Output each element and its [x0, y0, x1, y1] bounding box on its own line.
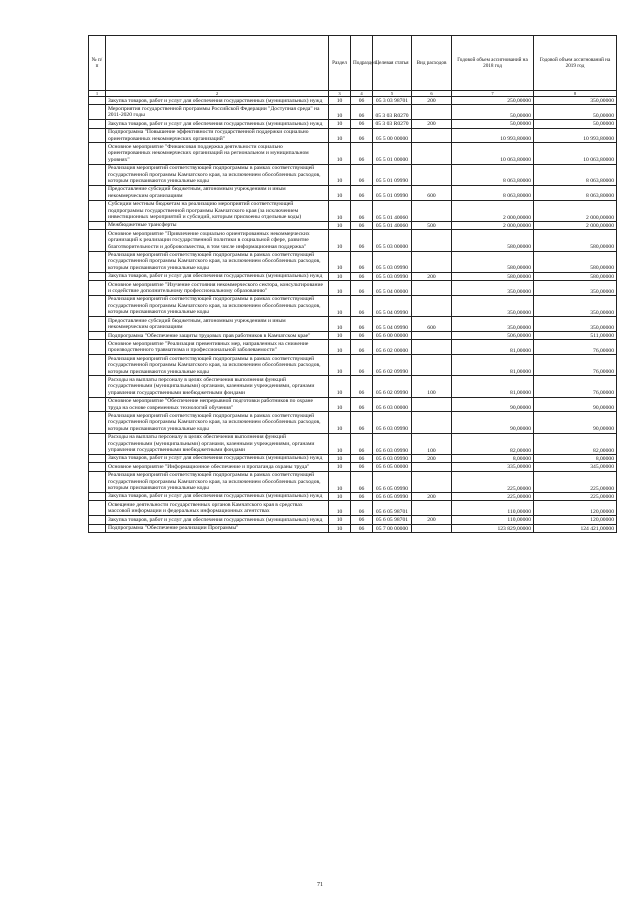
row-kind-cell [412, 524, 452, 532]
row-kind-cell [412, 164, 452, 185]
row-subsection-cell: 06 [351, 281, 373, 296]
row-name-cell: Основное мероприятие "Привлечение социально ориентированных некоммерческих организаций к реализации государственной политики в социальной сфере, развитие благотворительности и добровольчества, в том числе информационная поддержка" [106, 230, 329, 251]
row-name-cell: Расходы на выплаты персоналу в целях обеспечения выполнения функций государственными (муниципальными) органами, казенными учреждениями, органами управления государственными внебюджетными фондами [106, 376, 329, 397]
document-page [88, 35, 616, 533]
row-2018-cell: 50,00000 [452, 105, 534, 120]
row-number-cell [89, 433, 106, 454]
row-subsection-cell: 06 [351, 463, 373, 471]
row-section-cell: 10 [329, 97, 351, 105]
row-subsection-cell: 06 [351, 200, 373, 221]
row-number-cell [89, 454, 106, 462]
row-kind-cell [412, 463, 452, 471]
row-number-cell [89, 501, 106, 516]
row-2018-cell: 90,00000 [452, 412, 534, 433]
header-2019: Годовой объем ассигнований на 2019 год [534, 36, 617, 91]
table-row [89, 355, 617, 376]
row-target-cell: 05 6 05 98701 [373, 501, 412, 516]
row-subsection-cell: 06 [351, 492, 373, 500]
row-number-cell [89, 128, 106, 143]
row-section-cell: 10 [329, 281, 351, 296]
row-target-cell: 05 6 02 09990 [373, 376, 412, 397]
table-row [89, 281, 617, 296]
row-2019-cell: 82,00000 [534, 433, 617, 454]
row-target-cell: 05 3 03 R0270 [373, 120, 412, 128]
row-number-cell [89, 272, 106, 280]
table-row [89, 433, 617, 454]
row-section-cell: 10 [329, 230, 351, 251]
row-2018-cell: 110,00000 [452, 501, 534, 516]
row-target-cell: 05 6 03 09990 [373, 433, 412, 454]
row-2019-cell: 50,00000 [534, 105, 617, 120]
header-number: № п/п [89, 36, 106, 91]
table-row [89, 317, 617, 332]
row-subsection-cell: 06 [351, 97, 373, 105]
column-number: 7 [452, 91, 534, 97]
table-row [89, 501, 617, 516]
row-name-cell: Реализация мероприятий соответствующей подпрограммы в рамках соответствующей государственной программы Камчатского края, за исключением обособленных расходов, которым присваиваются уникальные коды [106, 295, 329, 316]
row-subsection-cell: 06 [351, 433, 373, 454]
row-target-cell: 05 5 03 09990 [373, 251, 412, 272]
row-section-cell: 10 [329, 471, 351, 492]
row-2019-cell: 350,00000 [534, 281, 617, 296]
row-kind-cell: 500 [412, 221, 452, 229]
row-number-cell [89, 230, 106, 251]
row-kind-cell [412, 471, 452, 492]
column-number: 1 [89, 91, 106, 97]
row-name-cell: Закупка товаров, работ и услуг для обеспечения государственных (муниципальных) нужд [106, 120, 329, 128]
row-kind-cell [412, 230, 452, 251]
row-name-cell: Расходы на выплаты персоналу в целях обеспечения выполнения функций государственными (муниципальными) органами, казенными учреждениями, органами управления государственными внебюджетными фондами [106, 433, 329, 454]
table-row [89, 376, 617, 397]
row-2018-cell: 225,00000 [452, 471, 534, 492]
row-section-cell: 10 [329, 516, 351, 524]
page-number: 71 [317, 882, 323, 888]
table-row [89, 200, 617, 221]
table-row [89, 230, 617, 251]
row-2018-cell: 82,00000 [452, 433, 534, 454]
row-kind-cell [412, 105, 452, 120]
row-kind-cell: 200 [412, 97, 452, 105]
row-section-cell: 10 [329, 332, 351, 340]
row-number-cell [89, 164, 106, 185]
row-2019-cell: 350,00000 [534, 317, 617, 332]
row-2019-cell: 76,00000 [534, 376, 617, 397]
row-2019-cell: 511,00000 [534, 332, 617, 340]
header-target: Целевая статья [373, 36, 412, 91]
row-2019-cell: 580,00000 [534, 230, 617, 251]
row-2019-cell: 2 000,00000 [534, 200, 617, 221]
row-subsection-cell: 06 [351, 164, 373, 185]
row-target-cell: 05 5 01 40060 [373, 200, 412, 221]
row-target-cell: 05 6 03 09990 [373, 412, 412, 433]
row-name-cell: Предоставление субсидий бюджетным, автономным учреждениям и иным некоммерческим организациям [106, 185, 329, 200]
row-name-cell: Основное мероприятие "Реализация превентивных мер, направленных на снижение производственного травматизма и профессиональной заболеваемости" [106, 340, 329, 355]
budget-table [88, 35, 617, 533]
row-2018-cell: 580,00000 [452, 251, 534, 272]
row-number-cell [89, 295, 106, 316]
row-kind-cell [412, 143, 452, 164]
row-target-cell: 05 5 03 09990 [373, 272, 412, 280]
row-subsection-cell: 06 [351, 272, 373, 280]
row-2018-cell: 580,00000 [452, 230, 534, 251]
row-kind-cell: 200 [412, 272, 452, 280]
row-section-cell: 10 [329, 128, 351, 143]
header-subsection: Подраздел [351, 36, 373, 91]
row-number-cell [89, 105, 106, 120]
row-name-cell: Реализация мероприятий соответствующей подпрограммы в рамках соответствующей государственной программы Камчатского края, за исключением обособленных расходов, которым присваиваются уникальные коды [106, 412, 329, 433]
row-name-cell: Основное мероприятие "Обеспечение непрерывной подготовки работников по охране труда на основе современных технологий обучения" [106, 397, 329, 412]
row-name-cell: Субсидии местным бюджетам на реализацию мероприятий соответствующей подпрограммы государственной программы Камчатского края (за исключением инвестиционных мероприятий и субсидий, которым присвоены отдельные коды) [106, 200, 329, 221]
row-number-cell [89, 397, 106, 412]
column-number: 6 [412, 91, 452, 97]
row-name-cell: Подпрограмма "Обеспечение защиты трудовых прав работников в Камчатском крае" [106, 332, 329, 340]
table-row [89, 97, 617, 105]
row-name-cell: Реализация мероприятий соответствующей подпрограммы в рамках соответствующей государственной программы Камчатского края, за исключением обособленных расходов, которым присваиваются уникальные коды [106, 355, 329, 376]
row-section-cell: 10 [329, 355, 351, 376]
row-subsection-cell: 06 [351, 516, 373, 524]
row-name-cell: Реализация мероприятий соответствующей подпрограммы в рамках соответствующей государственной программы Камчатского края, за исключением обособленных расходов, которым присваиваются уникальные коды [106, 164, 329, 185]
column-number: 4 [351, 91, 373, 97]
row-section-cell: 10 [329, 501, 351, 516]
row-subsection-cell: 06 [351, 230, 373, 251]
row-2018-cell: 580,00000 [452, 272, 534, 280]
row-kind-cell: 200 [412, 454, 452, 462]
row-2018-cell: 335,00000 [452, 463, 534, 471]
header-2018: Годовой объем ассигнований на 2018 год [452, 36, 534, 91]
table-row [89, 516, 617, 524]
row-name-cell: Реализация мероприятий соответствующей подпрограммы в рамках соответствующей государственной программы Камчатского края, за исключением обособленных расходов, которым присваиваются уникальные коды [106, 471, 329, 492]
row-kind-cell [412, 412, 452, 433]
row-kind-cell [412, 340, 452, 355]
row-2019-cell: 580,00000 [534, 272, 617, 280]
row-target-cell: 05 6 05 98701 [373, 516, 412, 524]
row-name-cell: Мероприятия государственной программы Российской Федерации "Доступная среда" на 2011-2020 годы [106, 105, 329, 120]
row-target-cell: 05 7 00 00000 [373, 524, 412, 532]
row-2018-cell: 123 829,00000 [452, 524, 534, 532]
row-2019-cell: 225,00000 [534, 471, 617, 492]
row-target-cell: 05 5 01 00000 [373, 143, 412, 164]
row-target-cell: 05 6 03 09990 [373, 454, 412, 462]
row-name-cell: Подпрограмма "Повышение эффективности государственной поддержки социально ориентированных некоммерческих организаций" [106, 128, 329, 143]
row-section-cell: 10 [329, 251, 351, 272]
row-kind-cell [412, 200, 452, 221]
row-name-cell: Подпрограмма "Обеспечение реализации Программы" [106, 524, 329, 532]
row-2019-cell: 120,00000 [534, 501, 617, 516]
row-2018-cell: 90,00000 [452, 397, 534, 412]
table-row [89, 272, 617, 280]
row-2019-cell: 8,00000 [534, 454, 617, 462]
row-target-cell: 05 6 00 00000 [373, 332, 412, 340]
row-subsection-cell: 06 [351, 376, 373, 397]
table-row [89, 332, 617, 340]
row-target-cell: 05 6 03 00000 [373, 397, 412, 412]
row-2019-cell: 90,00000 [534, 397, 617, 412]
row-target-cell: 05 5 04 09990 [373, 295, 412, 316]
header-name [106, 36, 329, 91]
column-number: 2 [106, 91, 329, 97]
row-2018-cell: 350,00000 [452, 317, 534, 332]
row-number-cell [89, 516, 106, 524]
row-subsection-cell: 06 [351, 412, 373, 433]
row-2018-cell: 8 063,80000 [452, 164, 534, 185]
row-2018-cell: 110,00000 [452, 516, 534, 524]
row-number-cell [89, 524, 106, 532]
row-name-cell: Основное мероприятие "Информационное обеспечение и пропаганда охраны труда" [106, 463, 329, 471]
column-number: 8 [534, 91, 617, 97]
row-number-cell [89, 471, 106, 492]
row-section-cell: 10 [329, 272, 351, 280]
row-subsection-cell: 06 [351, 317, 373, 332]
row-2018-cell: 350,00000 [452, 281, 534, 296]
table-row [89, 463, 617, 471]
table-row [89, 524, 617, 532]
row-subsection-cell: 06 [351, 471, 373, 492]
row-section-cell: 10 [329, 463, 351, 471]
row-target-cell: 05 6 05 09990 [373, 471, 412, 492]
row-2019-cell: 90,00000 [534, 412, 617, 433]
row-section-cell: 10 [329, 340, 351, 355]
row-target-cell: 05 6 05 09990 [373, 492, 412, 500]
row-target-cell: 05 5 00 00000 [373, 128, 412, 143]
row-section-cell: 10 [329, 221, 351, 229]
row-subsection-cell: 06 [351, 397, 373, 412]
row-2018-cell: 250,00000 [452, 97, 534, 105]
row-subsection-cell: 06 [351, 128, 373, 143]
row-2019-cell: 580,00000 [534, 251, 617, 272]
row-number-cell [89, 317, 106, 332]
row-name-cell: Закупка товаров, работ и услуг для обеспечения государственных (муниципальных) нужд [106, 454, 329, 462]
row-2019-cell: 124 421,00000 [534, 524, 617, 532]
row-2018-cell: 10 063,80000 [452, 143, 534, 164]
row-kind-cell: 600 [412, 317, 452, 332]
table-row [89, 251, 617, 272]
row-2019-cell: 8 063,80000 [534, 185, 617, 200]
row-section-cell: 10 [329, 492, 351, 500]
row-target-cell: 05 3 03 R0270 [373, 105, 412, 120]
table-row [89, 295, 617, 316]
row-subsection-cell: 06 [351, 454, 373, 462]
row-2018-cell: 350,00000 [452, 295, 534, 316]
row-2018-cell: 50,00000 [452, 120, 534, 128]
row-section-cell: 10 [329, 317, 351, 332]
table-row [89, 454, 617, 462]
row-subsection-cell: 06 [351, 524, 373, 532]
row-number-cell [89, 200, 106, 221]
row-name-cell: Закупка товаров, работ и услуг для обеспечения государственных (муниципальных) нужд [106, 492, 329, 500]
row-target-cell: 05 6 02 00000 [373, 340, 412, 355]
row-kind-cell: 600 [412, 185, 452, 200]
row-2019-cell: 225,00000 [534, 492, 617, 500]
row-2018-cell: 81,00000 [452, 376, 534, 397]
row-subsection-cell: 06 [351, 251, 373, 272]
row-subsection-cell: 06 [351, 221, 373, 229]
table-row [89, 105, 617, 120]
row-section-cell: 10 [329, 105, 351, 120]
row-subsection-cell: 06 [351, 501, 373, 516]
row-kind-cell [412, 397, 452, 412]
row-2019-cell: 350,00000 [534, 97, 617, 105]
row-section-cell: 10 [329, 200, 351, 221]
row-kind-cell [412, 128, 452, 143]
row-2019-cell: 345,00000 [534, 463, 617, 471]
row-kind-cell: 200 [412, 120, 452, 128]
row-target-cell: 05 6 05 00000 [373, 463, 412, 471]
table-row [89, 412, 617, 433]
table-row [89, 120, 617, 128]
row-name-cell: Закупка товаров, работ и услуг для обеспечения государственных (муниципальных) нужд [106, 516, 329, 524]
row-2019-cell: 50,00000 [534, 120, 617, 128]
row-number-cell [89, 376, 106, 397]
row-name-cell: Закупка товаров, работ и услуг для обеспечения государственных (муниципальных) нужд [106, 272, 329, 280]
row-number-cell [89, 221, 106, 229]
row-number-cell [89, 185, 106, 200]
row-subsection-cell: 06 [351, 120, 373, 128]
column-number: 5 [373, 91, 412, 97]
row-2019-cell: 350,00000 [534, 295, 617, 316]
row-2018-cell: 2 000,00000 [452, 200, 534, 221]
row-section-cell: 10 [329, 164, 351, 185]
row-name-cell: Основное мероприятие "Изучение состояния некоммерческого сектора, консультирование и содействие дополнительному профессиональному образованию" [106, 281, 329, 296]
row-kind-cell: 100 [412, 433, 452, 454]
row-number-cell [89, 355, 106, 376]
row-2018-cell: 225,00000 [452, 492, 534, 500]
row-2019-cell: 76,00000 [534, 355, 617, 376]
header-kind: Вид расходов [412, 36, 452, 91]
row-2019-cell: 76,00000 [534, 340, 617, 355]
row-kind-cell [412, 251, 452, 272]
row-target-cell: 05 5 01 40060 [373, 221, 412, 229]
row-section-cell: 10 [329, 412, 351, 433]
row-target-cell: 05 5 01 09990 [373, 164, 412, 185]
row-section-cell: 10 [329, 143, 351, 164]
table-row [89, 340, 617, 355]
table-row [89, 492, 617, 500]
row-name-cell: Предоставление субсидий бюджетным, автономным учреждениям и иным некоммерческим организациям [106, 317, 329, 332]
row-2018-cell: 10 993,80000 [452, 128, 534, 143]
row-number-cell [89, 412, 106, 433]
row-target-cell: 05 3 03 98701 [373, 97, 412, 105]
table-body [89, 97, 617, 533]
table-row [89, 185, 617, 200]
row-2018-cell: 81,00000 [452, 340, 534, 355]
row-2018-cell: 8,00000 [452, 454, 534, 462]
row-number-cell [89, 281, 106, 296]
table-header-row [89, 36, 617, 91]
row-2018-cell: 506,00000 [452, 332, 534, 340]
table-row [89, 164, 617, 185]
row-2019-cell: 120,00000 [534, 516, 617, 524]
row-subsection-cell: 06 [351, 355, 373, 376]
row-number-cell [89, 97, 106, 105]
row-section-cell: 10 [329, 376, 351, 397]
row-section-cell: 10 [329, 120, 351, 128]
row-subsection-cell: 06 [351, 332, 373, 340]
row-section-cell: 10 [329, 185, 351, 200]
row-kind-cell: 200 [412, 492, 452, 500]
row-section-cell: 10 [329, 295, 351, 316]
row-number-cell [89, 120, 106, 128]
row-number-cell [89, 251, 106, 272]
header-section: Раздел [329, 36, 351, 91]
table-row [89, 397, 617, 412]
row-section-cell: 10 [329, 524, 351, 532]
table-row [89, 221, 617, 229]
table-row [89, 143, 617, 164]
row-target-cell: 05 5 03 00000 [373, 230, 412, 251]
row-number-cell [89, 332, 106, 340]
row-target-cell: 05 6 02 09990 [373, 355, 412, 376]
row-2019-cell: 8 063,80000 [534, 164, 617, 185]
row-2018-cell: 81,00000 [452, 355, 534, 376]
row-name-cell: Освещение деятельности государственных органов Камчатского края в средствах массовой информации и федеральных информационных агентствах [106, 501, 329, 516]
row-name-cell: Межбюджетные трансферты [106, 221, 329, 229]
row-subsection-cell: 06 [351, 295, 373, 316]
row-target-cell: 05 5 04 09990 [373, 317, 412, 332]
row-name-cell: Закупка товаров, работ и услуг для обеспечения государственных (муниципальных) нужд [106, 97, 329, 105]
row-2019-cell: 10 063,80000 [534, 143, 617, 164]
row-2019-cell: 10 993,80000 [534, 128, 617, 143]
row-subsection-cell: 06 [351, 340, 373, 355]
column-number: 3 [329, 91, 351, 97]
row-target-cell: 05 5 04 00000 [373, 281, 412, 296]
row-number-cell [89, 340, 106, 355]
row-kind-cell [412, 501, 452, 516]
row-target-cell: 05 5 01 09990 [373, 185, 412, 200]
row-section-cell: 10 [329, 397, 351, 412]
table-row [89, 128, 617, 143]
row-subsection-cell: 06 [351, 143, 373, 164]
row-name-cell: Основное мероприятие "Финансовая поддержка деятельности социально ориентированных некоммерческих организаций на региональном и муниципальном уровнях" [106, 143, 329, 164]
row-number-cell [89, 143, 106, 164]
row-kind-cell [412, 281, 452, 296]
row-kind-cell: 200 [412, 516, 452, 524]
row-kind-cell: 100 [412, 376, 452, 397]
row-section-cell: 10 [329, 454, 351, 462]
table-row [89, 471, 617, 492]
row-subsection-cell: 06 [351, 185, 373, 200]
row-kind-cell [412, 355, 452, 376]
row-kind-cell [412, 295, 452, 316]
row-kind-cell [412, 332, 452, 340]
row-number-cell [89, 463, 106, 471]
row-name-cell: Реализация мероприятий соответствующей подпрограммы в рамках соответствующей государственной программы Камчатского края, за исключением обособленных расходов, которым присваиваются уникальные коды [106, 251, 329, 272]
row-section-cell: 10 [329, 433, 351, 454]
row-2018-cell: 2 000,00000 [452, 221, 534, 229]
row-subsection-cell: 06 [351, 105, 373, 120]
row-2018-cell: 8 063,80000 [452, 185, 534, 200]
row-2019-cell: 2 000,00000 [534, 221, 617, 229]
row-number-cell [89, 492, 106, 500]
